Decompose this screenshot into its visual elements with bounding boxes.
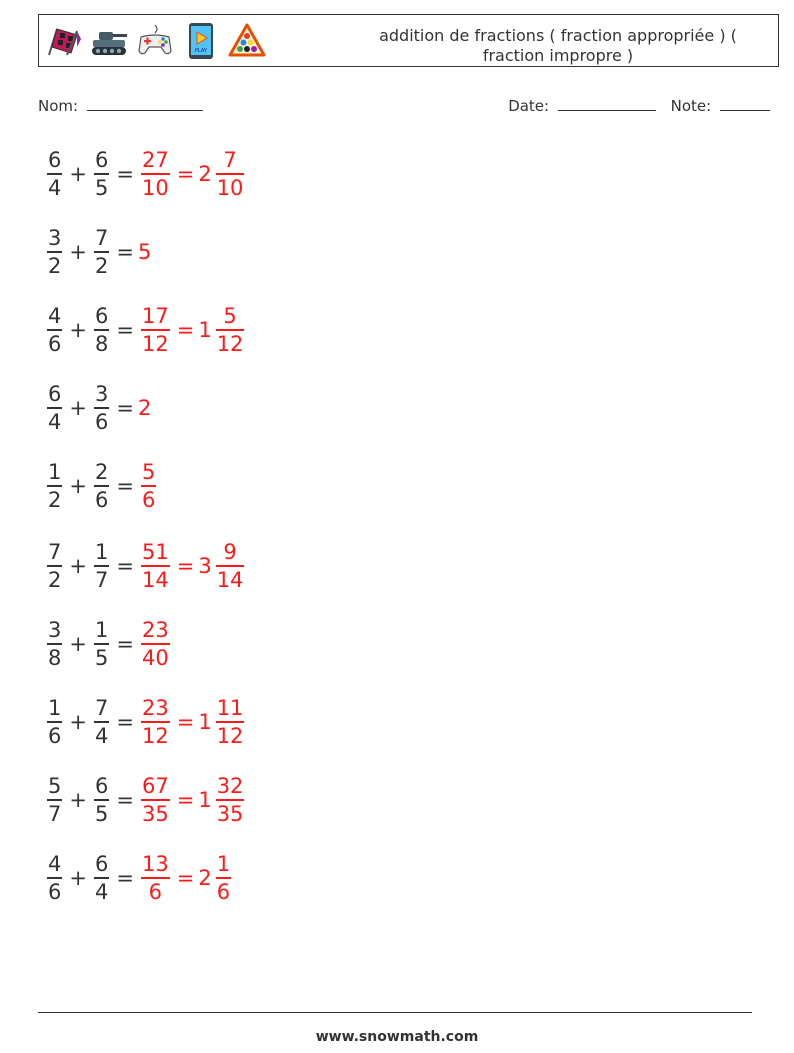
equals-sign: = xyxy=(116,788,134,812)
denominator: 40 xyxy=(141,645,169,670)
numerator: 6 xyxy=(94,148,109,173)
addend-fraction xyxy=(94,147,109,201)
equals-sign: = xyxy=(116,318,134,342)
numerator: 7 xyxy=(48,540,62,565)
numerator: 11 xyxy=(216,696,244,721)
denominator: 6 xyxy=(48,723,62,748)
addend-fraction xyxy=(47,225,62,279)
numerator: 3 xyxy=(48,618,62,643)
denominator: 6 xyxy=(48,331,62,356)
denominator: 2 xyxy=(94,253,109,278)
addend-fraction xyxy=(94,695,109,749)
addend-fraction xyxy=(47,303,62,357)
denominator: 12 xyxy=(141,723,169,748)
numerator: 4 xyxy=(48,852,62,877)
denominator: 6 xyxy=(148,879,163,904)
name-field xyxy=(38,95,203,115)
problem-row xyxy=(44,222,151,282)
grade-blank[interactable] xyxy=(720,95,770,111)
result-fraction xyxy=(141,851,170,905)
problem-row xyxy=(44,692,247,752)
problem-row xyxy=(44,614,173,674)
result-fraction xyxy=(141,459,156,513)
integer-answer: 2 xyxy=(137,396,152,420)
numerator: 32 xyxy=(216,774,244,799)
denominator: 4 xyxy=(48,409,62,434)
numerator: 6 xyxy=(94,774,109,799)
numerator: 2 xyxy=(94,460,109,485)
answer xyxy=(138,396,151,420)
denominator: 14 xyxy=(216,567,244,592)
answer xyxy=(138,617,173,671)
svg-text:PLAY: PLAY xyxy=(194,48,208,54)
addend-fraction xyxy=(94,381,109,435)
equals-sign: = xyxy=(116,162,134,186)
equals-sign: = xyxy=(176,554,195,578)
equals-sign: = xyxy=(116,554,134,578)
header-box xyxy=(38,14,779,67)
equals-sign: = xyxy=(116,866,134,890)
numerator: 3 xyxy=(94,382,109,407)
tank-icon xyxy=(89,21,129,61)
numerator: 17 xyxy=(141,304,169,329)
numerator: 27 xyxy=(141,148,169,173)
addend-fraction xyxy=(47,773,62,827)
equals-sign: = xyxy=(116,632,134,656)
denominator: 2 xyxy=(48,487,62,512)
addend-fraction xyxy=(47,147,62,201)
numerator: 7 xyxy=(94,696,109,721)
problem-row xyxy=(44,300,247,360)
header-icons xyxy=(43,21,267,61)
problem-row xyxy=(44,770,247,830)
denominator: 7 xyxy=(48,801,62,826)
addend-fraction xyxy=(47,851,62,905)
numerator: 1 xyxy=(48,696,62,721)
answer xyxy=(138,539,247,593)
equals-sign: = xyxy=(176,318,195,342)
plus-sign: + xyxy=(69,240,87,264)
numerator: 1 xyxy=(216,852,231,877)
denominator: 6 xyxy=(94,409,109,434)
answer xyxy=(138,459,159,513)
mixed-fraction xyxy=(216,851,231,905)
denominator: 12 xyxy=(216,723,244,748)
plus-sign: + xyxy=(69,866,87,890)
denominator: 35 xyxy=(216,801,244,826)
equals-sign: = xyxy=(176,788,195,812)
plus-sign: + xyxy=(69,632,87,656)
result-fraction xyxy=(141,147,170,201)
numerator: 3 xyxy=(48,226,62,251)
worksheet-title: addition de fractions ( fraction appropriée ) ( fraction impropre ) xyxy=(379,26,737,65)
equals-sign: = xyxy=(176,866,195,890)
addend-fraction xyxy=(94,539,109,593)
mixed-fraction xyxy=(216,303,245,357)
grade-label: Note: xyxy=(670,97,712,115)
denominator: 10 xyxy=(216,175,244,200)
numerator: 4 xyxy=(48,304,62,329)
date-blank[interactable] xyxy=(558,95,656,111)
problem-row xyxy=(44,378,151,438)
denominator: 6 xyxy=(48,879,62,904)
addend-fraction xyxy=(94,459,109,513)
denominator: 8 xyxy=(94,331,109,356)
denominator: 5 xyxy=(94,175,109,200)
addend-fraction xyxy=(47,459,62,513)
tablet-play-icon xyxy=(181,21,221,61)
denominator: 5 xyxy=(94,645,109,670)
equals-sign: = xyxy=(116,474,134,498)
denominator: 7 xyxy=(94,567,109,592)
denominator: 35 xyxy=(141,801,169,826)
denominator: 6 xyxy=(216,879,231,904)
mixed-whole: 1 xyxy=(198,710,212,734)
answer xyxy=(138,695,247,749)
numerator: 23 xyxy=(141,618,169,643)
denominator: 4 xyxy=(94,723,109,748)
equals-sign: = xyxy=(116,710,134,734)
date-label: Date: xyxy=(508,97,550,115)
mixed-fraction xyxy=(216,147,245,201)
result-fraction xyxy=(141,773,170,827)
plus-sign: + xyxy=(69,554,87,578)
mixed-fraction xyxy=(216,539,245,593)
result-fraction xyxy=(141,539,170,593)
problem-row xyxy=(44,144,247,204)
numerator: 1 xyxy=(94,618,109,643)
addend-fraction xyxy=(47,539,62,593)
equals-sign: = xyxy=(176,710,195,734)
mixed-whole: 2 xyxy=(198,162,212,186)
mixed-whole: 2 xyxy=(198,866,212,890)
plus-sign: + xyxy=(69,788,87,812)
plus-sign: + xyxy=(69,162,87,186)
name-label: Nom: xyxy=(38,97,79,115)
numerator: 67 xyxy=(141,774,169,799)
numerator: 6 xyxy=(48,382,62,407)
plus-sign: + xyxy=(69,474,87,498)
addend-fraction xyxy=(47,695,62,749)
equals-sign: = xyxy=(176,162,195,186)
numerator: 7 xyxy=(94,226,109,251)
equals-sign: = xyxy=(116,396,134,420)
numerator: 5 xyxy=(48,774,62,799)
integer-answer: 5 xyxy=(137,240,152,264)
addend-fraction xyxy=(94,225,109,279)
numerator: 51 xyxy=(141,540,169,565)
addend-fraction xyxy=(94,851,109,905)
numerator: 6 xyxy=(48,148,62,173)
plus-sign: + xyxy=(69,710,87,734)
mixed-fraction xyxy=(216,773,245,827)
problem-row xyxy=(44,536,247,596)
result-fraction xyxy=(141,695,170,749)
footer-divider xyxy=(38,1012,752,1013)
result-fraction xyxy=(141,303,170,357)
plus-sign: + xyxy=(69,396,87,420)
mixed-whole: 1 xyxy=(198,788,212,812)
denominator: 12 xyxy=(141,331,169,356)
addend-fraction xyxy=(94,773,109,827)
denominator: 14 xyxy=(141,567,169,592)
mixed-whole: 3 xyxy=(198,554,212,578)
mixed-fraction xyxy=(216,695,245,749)
numerator: 1 xyxy=(94,540,109,565)
numerator: 23 xyxy=(141,696,169,721)
result-fraction xyxy=(141,617,170,671)
answer xyxy=(138,240,151,264)
gamepad-icon xyxy=(135,21,175,61)
denominator: 5 xyxy=(94,801,109,826)
problem-row xyxy=(44,848,234,908)
footer-url: www.snowmath.com xyxy=(315,1029,479,1045)
addend-fraction xyxy=(94,303,109,357)
denominator: 2 xyxy=(48,567,62,592)
problem-row xyxy=(44,456,159,516)
numerator: 1 xyxy=(48,460,62,485)
denominator: 6 xyxy=(141,487,156,512)
answer xyxy=(138,851,234,905)
billiard-triangle-icon xyxy=(227,21,267,61)
numerator: 5 xyxy=(141,460,156,485)
denominator: 6 xyxy=(94,487,109,512)
racing-flag-icon xyxy=(43,21,83,61)
plus-sign: + xyxy=(69,318,87,342)
numerator: 7 xyxy=(223,148,237,173)
numerator: 13 xyxy=(141,852,169,877)
denominator: 4 xyxy=(94,879,109,904)
numerator: 5 xyxy=(223,304,237,329)
addend-fraction xyxy=(47,617,62,671)
date-grade-fields xyxy=(508,95,770,115)
answer xyxy=(138,303,247,357)
addend-fraction xyxy=(94,617,109,671)
addend-fraction xyxy=(47,381,62,435)
numerator: 9 xyxy=(223,540,237,565)
answer xyxy=(138,773,247,827)
denominator: 10 xyxy=(141,175,169,200)
equals-sign: = xyxy=(116,240,134,264)
numerator: 6 xyxy=(94,852,109,877)
denominator: 12 xyxy=(216,331,244,356)
denominator: 4 xyxy=(48,175,62,200)
numerator: 6 xyxy=(94,304,109,329)
mixed-whole: 1 xyxy=(198,318,212,342)
name-blank[interactable] xyxy=(87,95,203,111)
denominator: 8 xyxy=(48,645,62,670)
denominator: 2 xyxy=(48,253,62,278)
answer xyxy=(138,147,247,201)
